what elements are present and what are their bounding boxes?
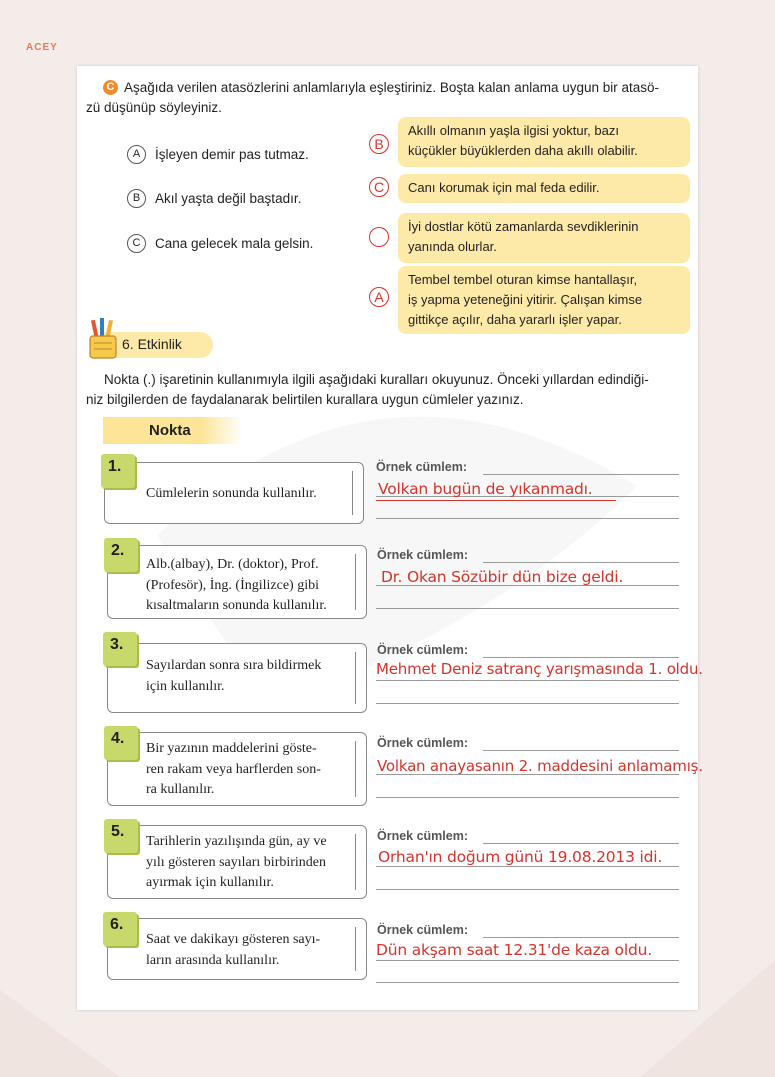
rule-text-line: ren rakam veya harflerden son- [146, 761, 321, 777]
answer-line [483, 562, 679, 563]
rule-text-line: yılı gösteren sayıları birbirinden [146, 854, 327, 870]
meaning-3 [398, 213, 690, 263]
rule-number-6: 6. [103, 912, 137, 946]
proverb-b: Akıl yaşta değil baştadır. [155, 191, 302, 206]
rule-divider [355, 927, 356, 971]
rule-text-6 [146, 930, 320, 971]
rule-divider [352, 471, 353, 515]
answer-line [376, 518, 679, 519]
activity-instruction-2: niz bilgilerden de faydalanarak belirtilen kurallara uygun cümleler yazınız. [86, 392, 524, 407]
activity-title: 6. Etkinlik [122, 336, 182, 352]
rule-divider [355, 834, 356, 890]
answer-line [376, 680, 679, 681]
answer-sentence-4[interactable]: Volkan anayasanın 2. maddesini anlamamış. [377, 757, 703, 775]
rule-number-3: 3. [103, 632, 137, 666]
answer-line [376, 608, 679, 609]
rule-text-line: Bir yazının maddelerini göste- [146, 741, 317, 756]
rule-number-4: 4. [104, 726, 138, 760]
rule-text-line: Tarihlerin yazılışında gün, ay ve [146, 834, 327, 849]
answer-sentence-5[interactable]: Orhan'ın doğum günü 19.08.2013 idi. [378, 848, 663, 866]
meaning-1-line-2: küçükler büyüklerden daha akıllı olabilir. [408, 143, 638, 158]
example-label-6: Örnek cümlem: [377, 923, 469, 937]
section-label: Nokta [103, 417, 243, 444]
rule-divider [355, 652, 356, 704]
rule-number-2: 2. [104, 538, 138, 572]
example-label-4: Örnek cümlem: [377, 736, 469, 750]
proverb-letter-a: A [127, 145, 146, 164]
example-label-5: Örnek cümlem: [377, 829, 469, 843]
rule-text-line: Alb.(albay), Dr. (doktor), Prof. [146, 557, 319, 572]
answer-sentence-3[interactable]: Mehmet Deniz satranç yarışmasında 1. oldu. [376, 660, 703, 678]
rule-text-line: Cümlelerin sonunda kullanılır. [146, 486, 317, 501]
rule-text-2 [146, 555, 327, 617]
rule-text-line: ların arasında kullanılır. [146, 952, 280, 968]
answer-circle-2[interactable]: C [369, 177, 389, 197]
meaning-4-line-2: iş yapma yeteneğini yitirir. Çalışan kimse [408, 292, 643, 307]
rule-text-line: için kullanılır. [146, 678, 225, 694]
answer-sentence-2[interactable]: Dr. Okan Sözübir dün bize geldi. [381, 568, 624, 586]
answer-sentence-6[interactable]: Dün akşam saat 12.31'de kaza oldu. [376, 941, 652, 959]
corner-mark: ACEY [26, 42, 58, 53]
answer-line [483, 657, 679, 658]
meaning-2 [398, 174, 690, 203]
rule-text-line: kısaltmaların sonunda kullanılır. [146, 598, 327, 613]
answer-line [376, 960, 679, 961]
part-c-instruction-2: zü düşünüp söyleyiniz. [86, 100, 222, 115]
proverb-letter-c: C [127, 234, 146, 253]
answer-line [483, 843, 679, 844]
example-label-3: Örnek cümlem: [377, 643, 469, 657]
answer-line [376, 797, 679, 798]
proverb-c: Cana gelecek mala gelsin. [155, 236, 314, 251]
answer-line [376, 703, 679, 704]
rule-text-4 [146, 739, 321, 801]
answer-line [376, 889, 679, 890]
part-c-badge: C [103, 80, 118, 95]
meaning-3-line-1: İyi dostlar kötü zamanlarda sevdiklerinin [408, 219, 639, 234]
example-label-2: Örnek cümlem: [377, 548, 469, 562]
meaning-3-line-2: yanında olurlar. [408, 239, 497, 254]
answer-line [483, 937, 679, 938]
proverb-letter-b: B [127, 189, 146, 208]
answer-circle-3[interactable] [369, 227, 389, 247]
part-c-instruction-1: Aşağıda verilen atasözlerini anlamlarıyla eşleştiriniz. Boşta kalan anlama uygun bir atasö- [124, 80, 660, 95]
rule-text-5 [146, 832, 327, 894]
answer-line [376, 866, 679, 867]
example-label-1: Örnek cümlem: [376, 460, 468, 474]
rule-text-1 [146, 484, 317, 505]
answer-line [376, 982, 679, 983]
answer-line [483, 750, 679, 751]
answer-circle-4[interactable]: A [369, 287, 389, 307]
meaning-1 [398, 117, 690, 167]
pencil-cup-icon [84, 318, 124, 362]
rule-number-5: 5. [104, 819, 138, 853]
answer-circle-1[interactable]: B [369, 134, 389, 154]
meaning-4 [398, 266, 690, 334]
meaning-4-line-1: Tembel tembel oturan kimse hantallaşır, [408, 272, 638, 287]
answer-underline [376, 500, 616, 501]
proverb-a: İşleyen demir pas tutmaz. [155, 147, 309, 162]
answer-line [483, 474, 679, 475]
answer-sentence-1[interactable]: Volkan bugün de yıkanmadı. [378, 480, 593, 498]
rule-text-line: (Profesör), İng. (İngilizce) gibi [146, 577, 319, 593]
meaning-4-line-3: gittikçe açılır, daha yararlı işler yapar. [408, 312, 622, 327]
activity-instruction-1: Nokta (.) işaretinin kullanımıyla ilgili aşağıdaki kuralları okuyunuz. Önceki yıllardan edindiği- [104, 372, 649, 387]
meaning-2-line-1: Canı korumak için mal feda edilir. [408, 180, 600, 195]
rule-divider [355, 554, 356, 610]
rule-text-line: Saat ve dakikayı gösteren sayı- [146, 932, 321, 947]
rule-text-line: ayırmak için kullanılır. [146, 875, 274, 890]
rule-number-1: 1. [101, 454, 135, 488]
rule-text-line: Sayılardan sonra sıra bildirmek [146, 658, 322, 673]
rule-text-line: ra kullanılır. [146, 782, 215, 797]
meaning-1-line-1: Akıllı olmanın yaşla ilgisi yoktur, bazı [408, 123, 619, 138]
rule-text-3 [146, 656, 321, 697]
rule-divider [355, 741, 356, 797]
